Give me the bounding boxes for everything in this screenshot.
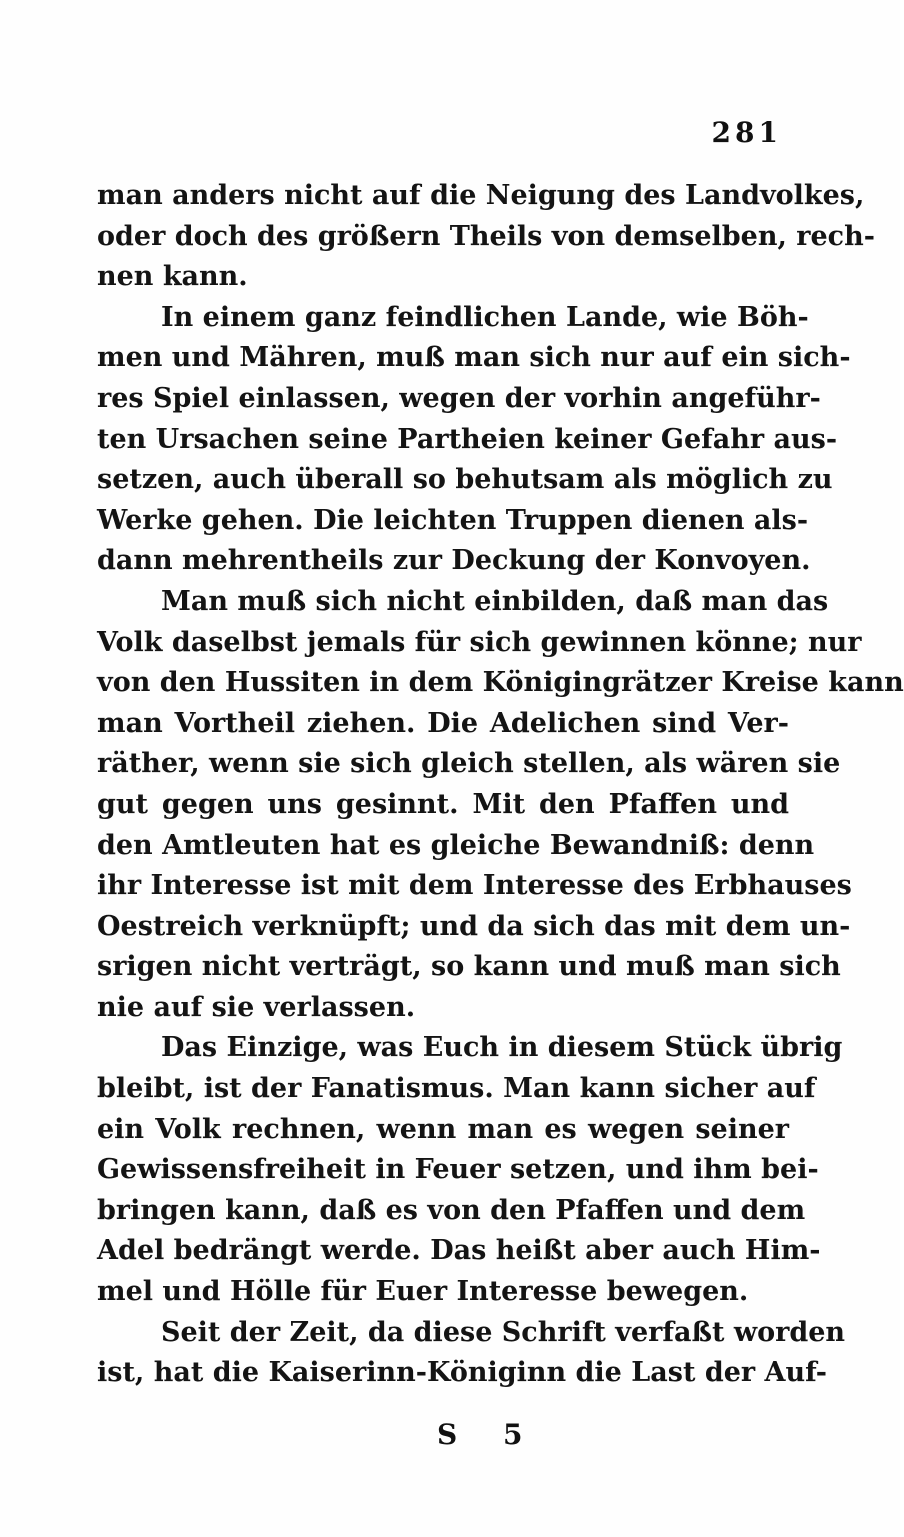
body-text: [97, 176, 904, 1394]
text-line: Seit der Zeit, da diese Schrift verfaßt worden: [161, 1316, 846, 1348]
text-line: dann mehrentheils zur Deckung der Konvoyen.: [97, 545, 811, 577]
text-line: nen kann.: [97, 261, 248, 293]
signature-mark: S 5: [437, 1418, 541, 1451]
text-line: räther, wenn sie sich gleich stellen, als wären sie: [97, 748, 841, 780]
text-line: men und Mähren, muß man sich nur auf ein sich-: [97, 342, 851, 374]
text-line: Oestreich verknüpft; und da sich das mit dem un-: [97, 910, 851, 942]
text-line: setzen, auch überall so behutsam als möglich zu: [97, 464, 833, 496]
page-number: 281: [711, 116, 782, 149]
text-line: man Vortheil ziehen. Die Adelichen sind Ver-: [97, 707, 789, 739]
text-line: nie auf sie verlassen.: [97, 991, 416, 1023]
text-line: Werke gehen. Die leichten Truppen dienen als-: [97, 504, 809, 536]
text-line: bleibt, ist der Fanatismus. Man kann sicher auf: [97, 1073, 816, 1105]
text-line: gut gegen uns gesinnt. Mit den Pfaffen und: [97, 788, 789, 820]
text-line: ist, hat die Kaiserinn-Königinn die Last der Auf-: [97, 1357, 827, 1389]
text-line: In einem ganz feindlichen Lande, wie Böh-: [161, 301, 809, 333]
text-line: Adel bedrängt werde. Das heißt aber auch Him-: [97, 1235, 821, 1267]
text-line: man anders nicht auf die Neigung des Landvolkes,: [97, 180, 865, 211]
text-line: ten Ursachen seine Partheien keiner Gefahr aus-: [97, 423, 838, 455]
text-line: bringen kann, daß es von den Pfaffen und dem: [97, 1194, 806, 1226]
text-line: ein Volk rechnen, wenn man es wegen seiner: [97, 1113, 789, 1145]
text-line: Man muß sich nicht einbilden, daß man das: [161, 585, 829, 617]
text-line: res Spiel einlassen, wegen der vorhin angeführ-: [97, 382, 821, 414]
text-line: Das Einzige, was Euch in diesem Stück übrig: [161, 1032, 843, 1064]
text-line: Volk daselbst jemals für sich gewinnen könne; nur: [97, 626, 862, 658]
text-line: Gewissensfreiheit in Feuer setzen, und ihm bei-: [97, 1154, 819, 1186]
text-line: von den Hussiten in dem Königingrätzer Kreise kann: [97, 667, 904, 699]
text-line: den Amtleuten hat es gleiche Bewandniß: denn: [97, 829, 815, 861]
text-line: mel und Hölle für Euer Interesse bewegen.: [97, 1276, 749, 1308]
text-line: srigen nicht verträgt, so kann und muß man sich: [97, 951, 841, 983]
text-line: ihr Interesse ist mit dem Interesse des Erbhauses: [97, 870, 852, 902]
text-line: oder doch des größern Theils von demselben, rech-: [97, 220, 875, 252]
